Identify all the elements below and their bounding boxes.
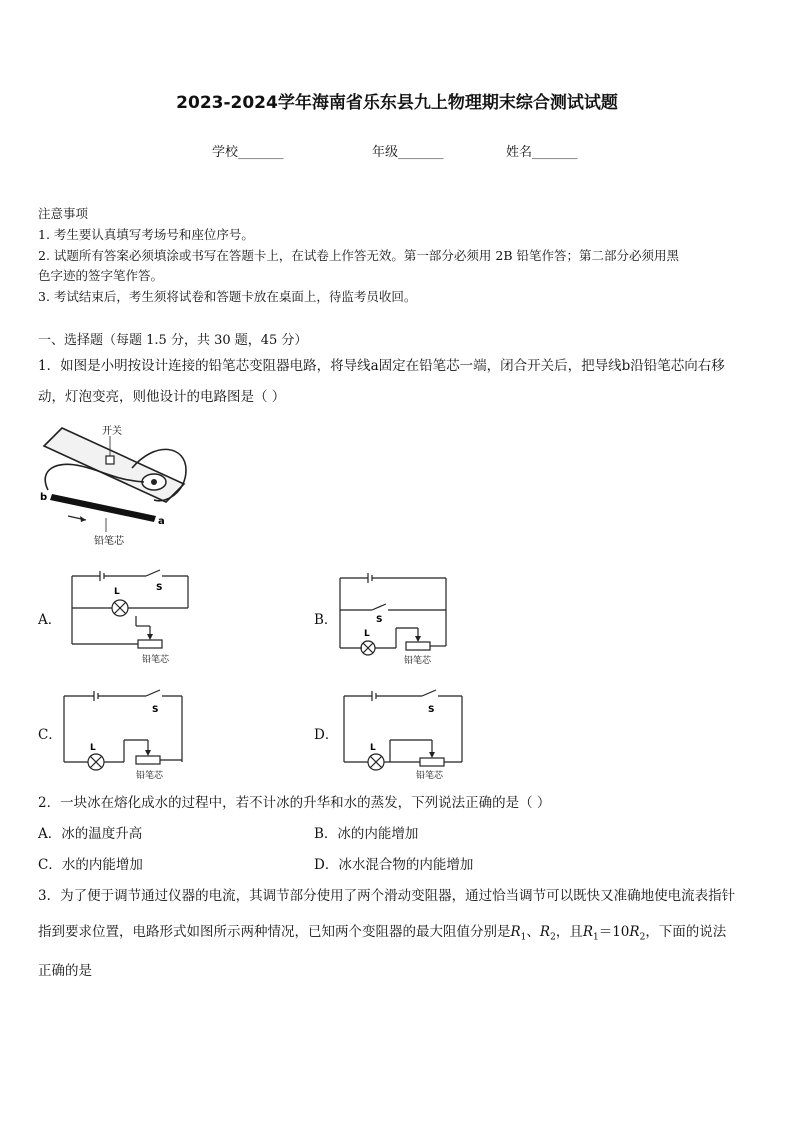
opt-b-pencil: 铅笔芯 [404,656,432,666]
q3-line2-post: ，下面的说法 [645,924,727,940]
notice-item-3: 3. 考试结束后，考生须将试卷和答题卡放在桌面上，待监考员收回。 [38,289,417,304]
q1-option-d-letter: D． [314,727,339,743]
q1-option-c-circuit [60,686,190,782]
opt-b-l: L [364,629,370,639]
opt-c-l: L [90,743,96,753]
q1-option-c-letter: C． [38,727,62,743]
q3-eq-r1: R [582,924,593,940]
photo-a-label: a [158,516,165,527]
q2-option-d: D．冰水混合物的内能增加 [314,857,474,873]
notice-item-2: 2. 试题所有答案必须填涂或书写在答题卡上，在试卷上作答无效。第一部分必须用 2B 铅笔作答；第二部分必须用黑 [38,248,679,263]
q3-eq-r1-sub: 1 [592,932,599,943]
opt-a-pencil: 铅笔芯 [142,655,170,665]
opt-c-s: S [152,705,159,715]
q1-stem-line1: 1．如图是小明按设计连接的铅笔芯变阻器电路，将导线a固定在铅笔芯一端，闭合开关后，把导线b沿铅笔芯向右移 [38,358,725,374]
opt-b-s: S [376,615,383,625]
photo-switch-label: 开关 [102,426,122,437]
q3-eq-r2-sub: 2 [639,932,646,943]
page-title: 2023-2024学年海南省乐东县九上物理期末综合测试试题 [176,93,618,113]
opt-d-pencil: 铅笔芯 [416,771,444,781]
name-field: 姓名_______ [506,145,578,160]
q3-r2-sub: 2 [550,932,556,943]
school-field: 学校_______ [212,145,284,160]
notice-item-1: 1. 考生要认真填写考场号和座位序号。 [38,227,254,242]
q1-option-b-circuit [336,570,456,666]
q2-stem: 2．一块冰在熔化成水的过程中，若不计冰的升华和水的蒸发，下列说法正确的是（ ） [38,795,551,811]
q3-stem-line2 [38,920,726,943]
opt-a-s: S [156,583,163,593]
photo-pencil-label: 铅笔芯 [94,536,124,547]
q3-eq-mid: ＝10 [598,924,630,940]
q1-stem-line2: 动，灯泡变亮，则他设计的电路图是（ ） [38,389,286,405]
q3-r2: R [539,924,551,940]
q1-option-b-letter: B． [314,612,338,628]
opt-d-l: L [370,743,376,753]
q1-option-d-circuit [340,686,470,782]
q3-r1: R [510,924,521,940]
q3-r1-sub: 1 [520,932,527,943]
q3-line2-pre: 指到要求位置，电路形式如图所示两种情况，已知两个变阻器的最大阻值分别是 [38,924,511,940]
q3-mid: ，且 [555,924,583,940]
notice-item-2-cont: 色字迹的签字笔作答。 [38,268,164,283]
section-heading: 一、选择题（每题 1.5 分，共 30 题，45 分） [38,333,308,348]
q1-option-a-letter: A． [38,612,62,628]
q1-option-a-circuit [66,566,196,670]
grade-field: 年级_______ [372,145,444,160]
opt-c-pencil: 铅笔芯 [136,771,164,781]
q3-stem-line3: 正确的是 [38,963,92,979]
opt-d-s: S [428,705,435,715]
q3-stem-line1: 3．为了便于调节通过仪器的电流，其调节部分使用了两个滑动变阻器，通过恰当调节可以既快又准确地使电流表指针 [38,888,736,904]
q3-sep: 、 [526,924,540,940]
photo-b-label: b [40,492,48,503]
q1-photo-figure [36,420,206,550]
notice-heading: 注意事项 [38,206,89,221]
q2-option-c: C．水的内能增加 [38,857,143,873]
opt-a-l: L [114,587,120,597]
q3-eq-r2: R [629,924,640,940]
q2-option-a: A．冰的温度升高 [38,826,143,842]
q2-option-b: B．冰的内能增加 [314,826,419,842]
